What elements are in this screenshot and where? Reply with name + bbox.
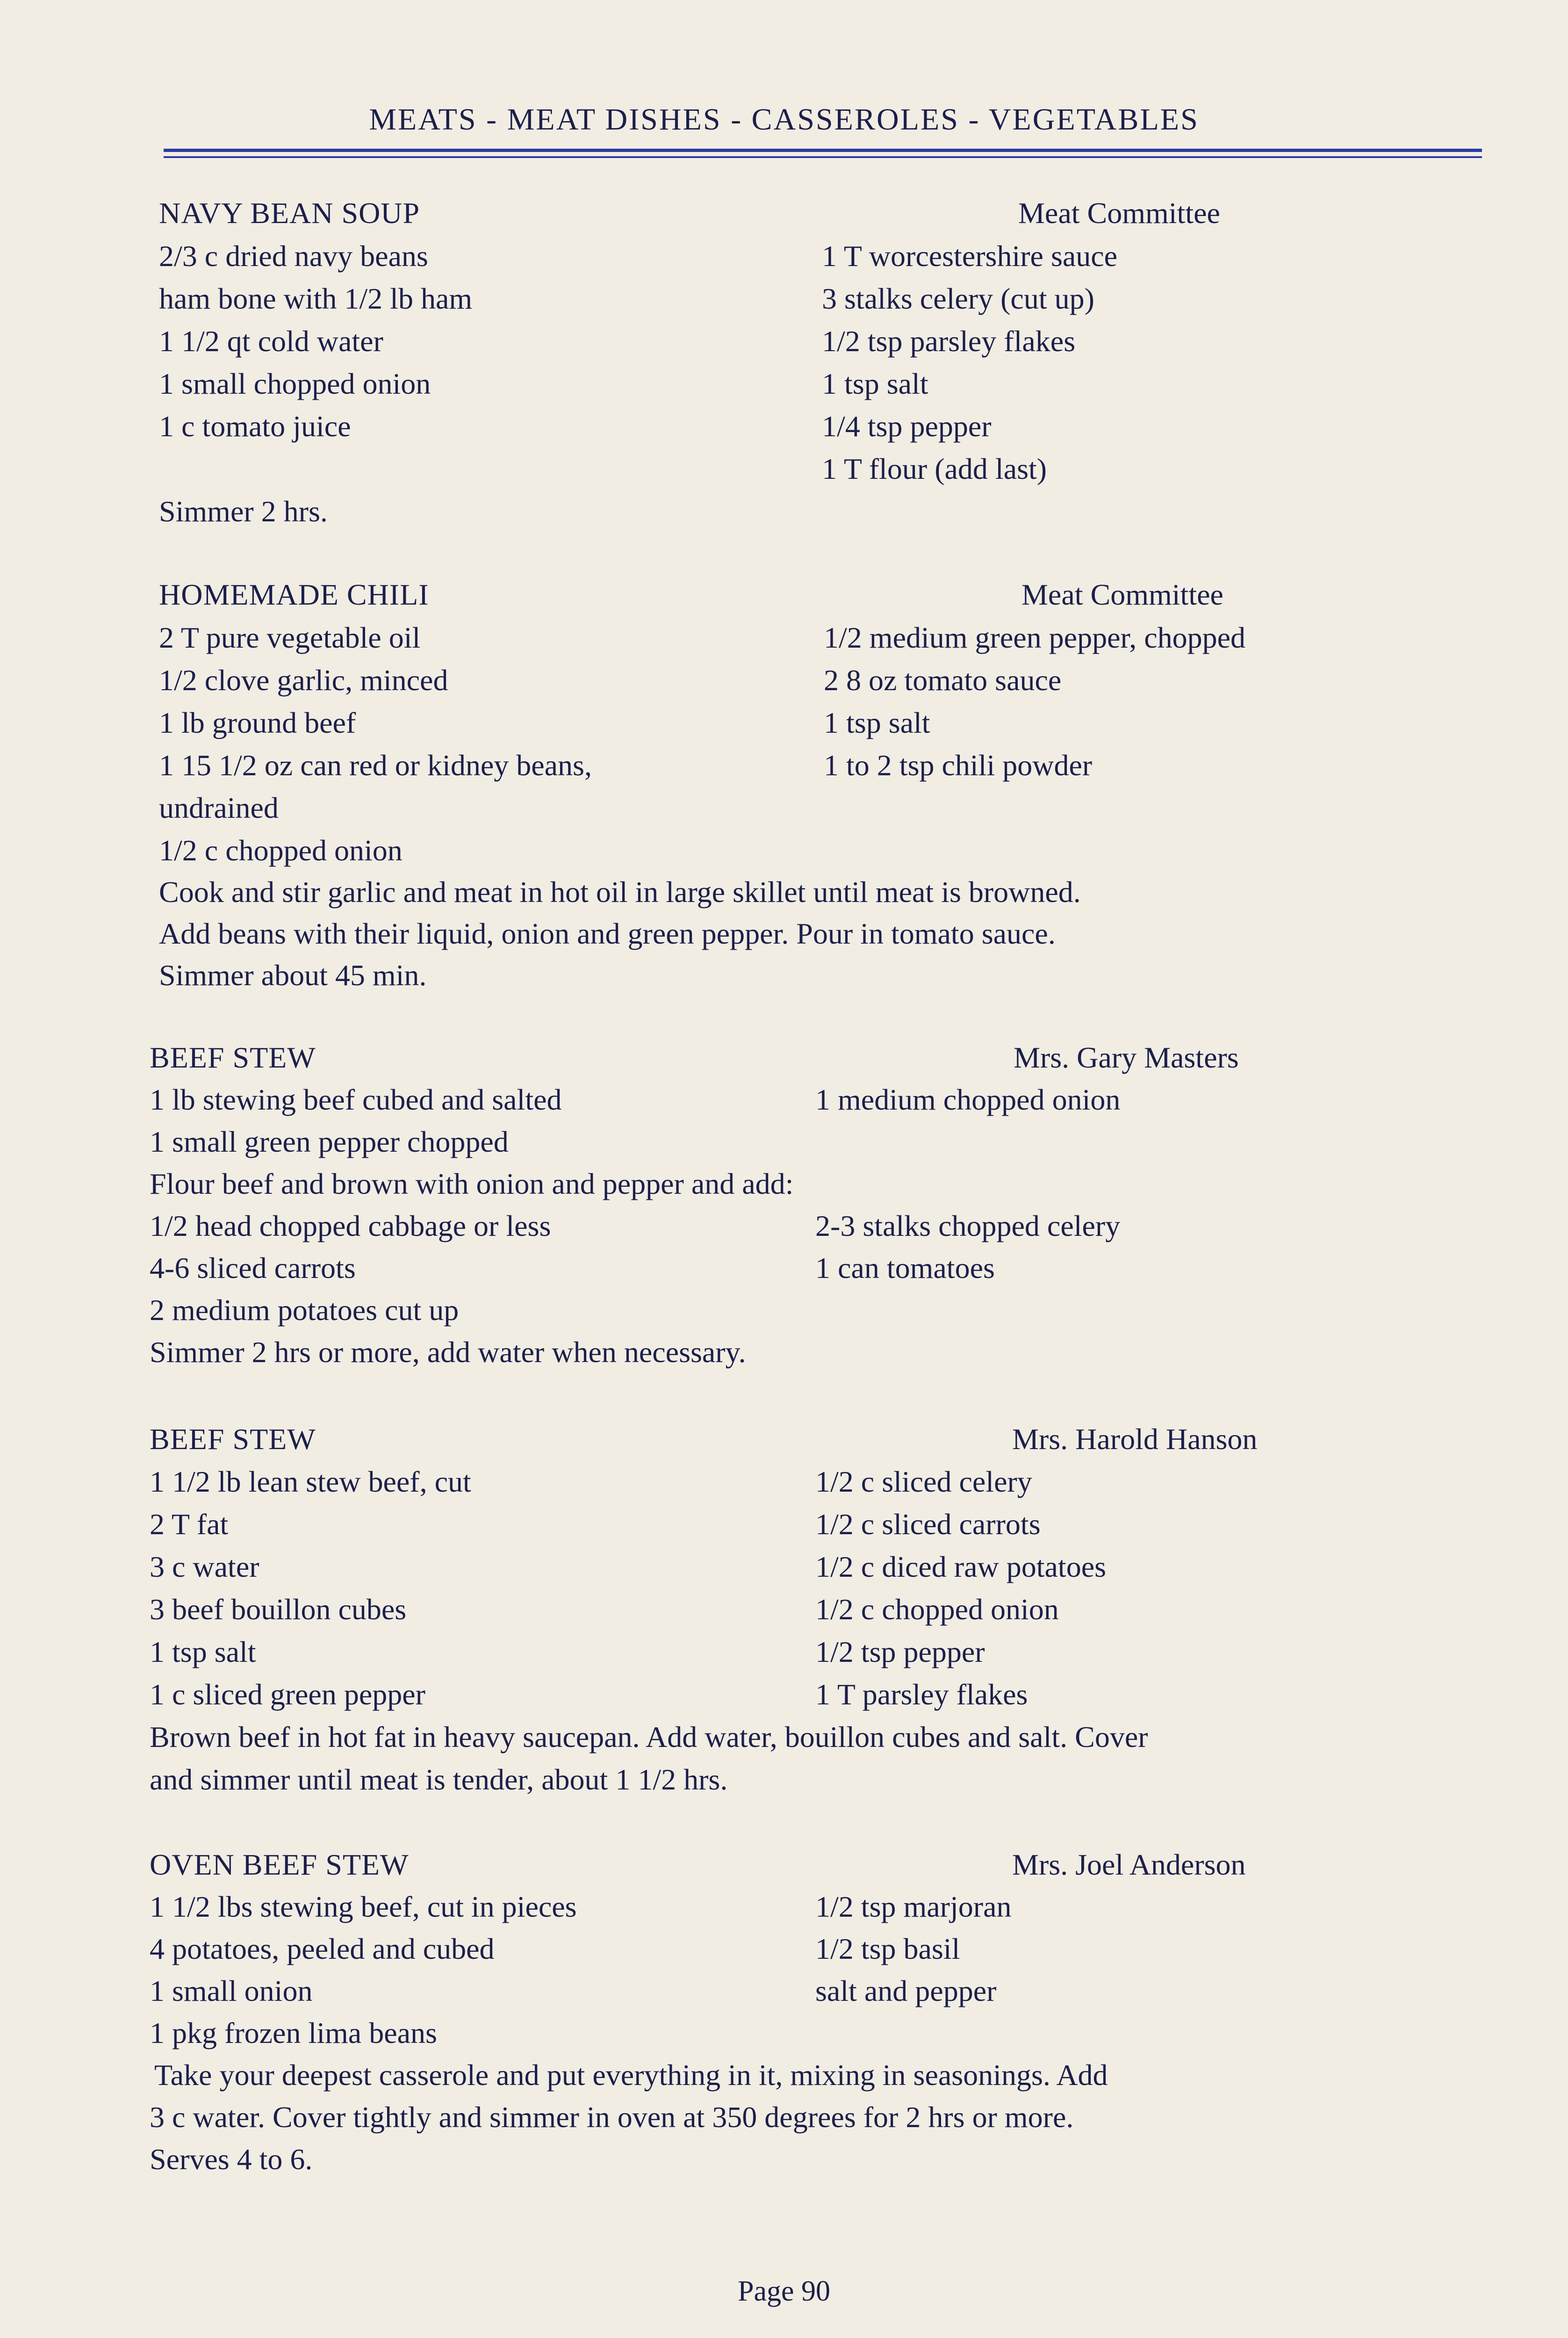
directions: and simmer until meat is tender, about 1 1/2 hrs. [150, 1763, 728, 1796]
ingredient: 3 c water [150, 1550, 259, 1583]
ingredient: 2 medium potatoes cut up [150, 1293, 459, 1327]
ingredient: 1 small green pepper chopped [150, 1125, 509, 1158]
page-number: Page 90 [737, 2275, 831, 2307]
ingredient: 1 T parsley flakes [815, 1678, 1028, 1711]
ingredient: 1 lb stewing beef cubed and salted [150, 1083, 562, 1116]
ingredient: salt and pepper [815, 1974, 997, 2007]
ingredient: 1 15 1/2 oz can red or kidney beans, [159, 749, 592, 782]
ingredient: 1/4 tsp pepper [822, 410, 992, 443]
ingredient: 1 tsp salt [822, 367, 928, 400]
ingredient: 2/3 c dried navy beans [159, 239, 428, 273]
ingredient: 1/2 c sliced celery [815, 1465, 1032, 1498]
ingredient: 1 can tomatoes [815, 1251, 995, 1284]
ingredient: 1/2 tsp pepper [815, 1635, 985, 1668]
ingredient: 1/2 c chopped onion [815, 1593, 1059, 1626]
ingredient: 1 small onion [150, 1974, 313, 2007]
directions: Simmer about 45 min. [159, 959, 427, 992]
directions: Take your deepest casserole and put everything in it, mixing in seasonings. Add [154, 2058, 1108, 2092]
ingredient: 1/2 head chopped cabbage or less [150, 1209, 551, 1242]
ingredient: 1/2 c diced raw potatoes [815, 1550, 1106, 1583]
directions: Simmer 2 hrs or more, add water when necessary. [150, 1335, 746, 1369]
ingredient: 1 1/2 lb lean stew beef, cut [150, 1465, 471, 1498]
recipe-title: OVEN BEEF STEW [150, 1848, 409, 1881]
ingredient: 1/2 medium green pepper, chopped [824, 621, 1246, 654]
directions: Cook and stir garlic and meat in hot oil in large skillet until meat is browned. [159, 875, 1081, 909]
ingredient: 1 1/2 qt cold water [159, 325, 383, 358]
recipe-title: BEEF STEW [150, 1041, 316, 1074]
ingredient: 1 lb ground beef [159, 706, 356, 739]
recipe-author: Mrs. Harold Hanson [1012, 1422, 1258, 1456]
ingredient: 1 pkg frozen lima beans [150, 2016, 437, 2049]
ingredient: 1/2 tsp marjoran [815, 1890, 1012, 1923]
ingredient: 1/2 tsp parsley flakes [822, 325, 1076, 358]
recipe-author: Meat Committee [1021, 578, 1223, 611]
ingredient: 1 T flour (add last) [822, 452, 1047, 485]
ingredient: 1 T worcestershire sauce [822, 239, 1118, 273]
ingredient: 4 potatoes, peeled and cubed [150, 1932, 495, 1965]
ingredient: 1 tsp salt [824, 706, 930, 739]
directions: 3 c water. Cover tightly and simmer in oven at 350 degrees for 2 hrs or more. [150, 2100, 1074, 2134]
ingredient: 3 stalks celery (cut up) [822, 282, 1094, 315]
ingredient: 1/2 c sliced carrots [815, 1508, 1041, 1541]
ingredient: 1/2 tsp basil [815, 1932, 960, 1965]
directions: Simmer 2 hrs. [159, 495, 328, 528]
ingredient: 2-3 stalks chopped celery [815, 1209, 1121, 1242]
recipe-title: BEEF STEW [150, 1422, 316, 1456]
ingredient: 1 c tomato juice [159, 410, 351, 443]
ingredient: 2 8 oz tomato sauce [824, 664, 1062, 697]
ingredient: 1 medium chopped onion [815, 1083, 1121, 1116]
recipe-author: Mrs. Joel Anderson [1012, 1848, 1246, 1881]
ingredient: 1/2 clove garlic, minced [159, 664, 448, 697]
ingredient: 1 small chopped onion [159, 367, 431, 400]
ingredient: undrained [159, 791, 279, 824]
ingredient: 1 1/2 lbs stewing beef, cut in pieces [150, 1890, 577, 1923]
ingredient: 3 beef bouillon cubes [150, 1593, 407, 1626]
recipe-title: NAVY BEAN SOUP [159, 196, 420, 230]
recipe-title: HOMEMADE CHILI [159, 578, 429, 611]
directions: Add beans with their liquid, onion and green pepper. Pour in tomato sauce. [159, 917, 1056, 950]
ingredient: 2 T pure vegetable oil [159, 621, 421, 654]
instruction: Flour beef and brown with onion and pepper and add: [150, 1167, 794, 1200]
ingredient: ham bone with 1/2 lb ham [159, 282, 473, 315]
recipe-author: Mrs. Gary Masters [1014, 1041, 1239, 1074]
header-rule-top [164, 149, 1482, 152]
directions: Serves 4 to 6. [150, 2143, 313, 2176]
header-rule-bottom [164, 156, 1482, 158]
page-header: MEATS - MEAT DISHES - CASSEROLES - VEGETABLES [369, 102, 1199, 137]
ingredient: 1 to 2 tsp chili powder [824, 749, 1093, 782]
ingredient: 1 c sliced green pepper [150, 1678, 425, 1711]
ingredient: 1/2 c chopped onion [159, 834, 403, 867]
ingredient: 2 T fat [150, 1508, 229, 1541]
recipe-author: Meat Committee [1018, 196, 1220, 230]
ingredient: 4-6 sliced carrots [150, 1251, 356, 1284]
ingredient: 1 tsp salt [150, 1635, 256, 1668]
directions: Brown beef in hot fat in heavy saucepan. Add water, bouillon cubes and salt. Cover [150, 1720, 1148, 1754]
